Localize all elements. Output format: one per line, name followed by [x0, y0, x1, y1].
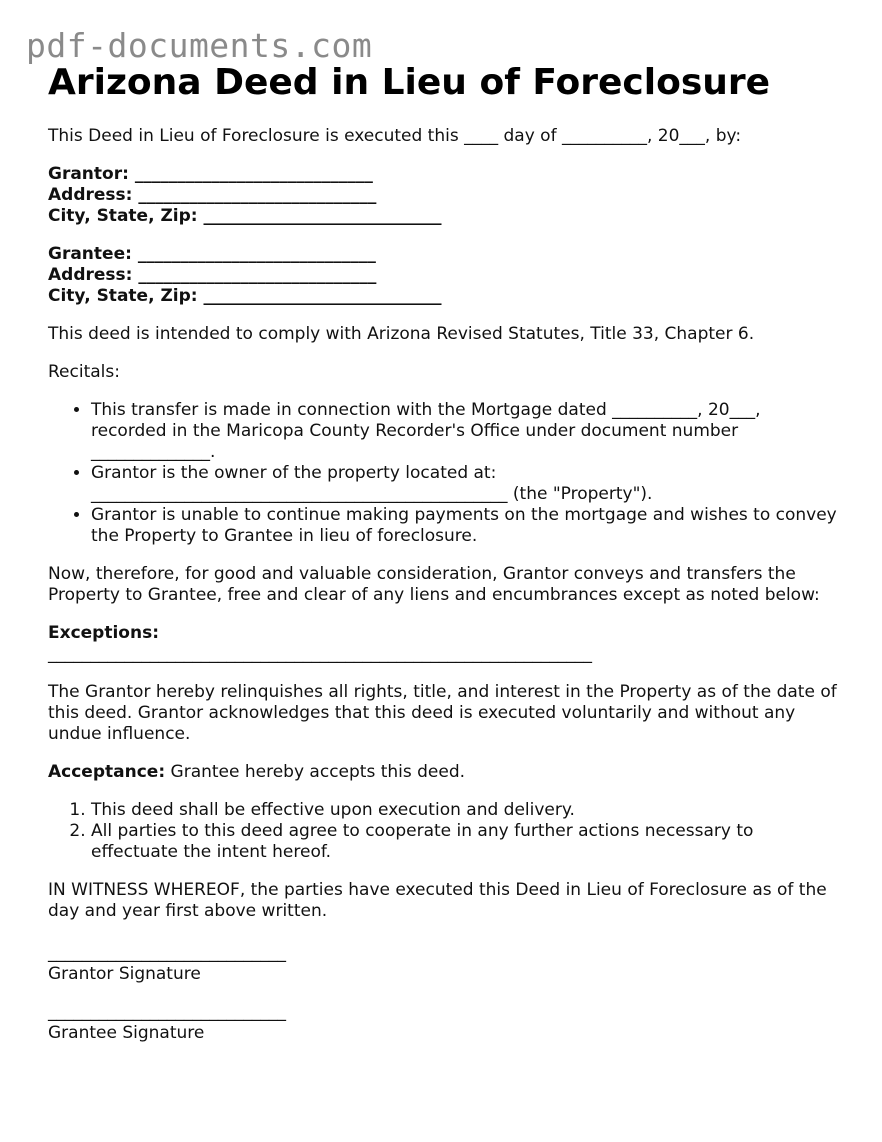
witness-paragraph: IN WITNESS WHEREOF, the parties have executed this Deed in Lieu of Foreclosure as of the day and year first above written.	[48, 880, 827, 921]
list-item: 1. This deed shall be effective upon execution and delivery.	[91, 800, 838, 821]
grantor-block	[48, 164, 838, 227]
watermark: pdf-documents.com	[26, 26, 373, 65]
grantee-name-field: Grantee: ____________________________	[48, 244, 376, 264]
list-item: • Grantor is unable to continue making payments on the mortgage and wishes to convey the Property to Grantee in lieu of foreclosure.	[91, 505, 838, 547]
grantor-signature-label: Grantor Signature	[48, 964, 201, 984]
list-item: • Grantor is the owner of the property located at: _________________________________________________ (the "Property").	[91, 463, 838, 505]
intro-paragraph: This Deed in Lieu of Foreclosure is executed this ____ day of __________, 20___, by:	[48, 126, 742, 146]
list-item: 2. All parties to this deed agree to cooperate in any further actions necessary to effectuate the intent hereof.	[91, 821, 838, 863]
grantee-signature-block	[48, 1002, 838, 1044]
document-title: Arizona Deed in Lieu of Foreclosure	[48, 62, 771, 103]
conveyance-paragraph: Now, therefore, for good and valuable consideration, Grantor conveys and transfers the Property to Grantee, free and clear of any liens and encumbrances except as noted below:	[48, 564, 820, 605]
grantee-address-field: Address: ____________________________	[48, 265, 377, 285]
exceptions-line: ________________________________________________________________	[48, 644, 592, 664]
exceptions-label: Exceptions:	[48, 623, 160, 643]
document-body	[48, 126, 838, 1044]
recitals-heading: Recitals:	[48, 362, 120, 382]
grantor-city-field: City, State, Zip: ____________________________	[48, 206, 442, 226]
grantor-signature-line: ____________________________	[48, 943, 286, 963]
grantee-signature-line: ____________________________	[48, 1002, 286, 1022]
relinquish-paragraph: The Grantor hereby relinquishes all rights, title, and interest in the Property as of the date of this deed. Grantor acknowledges that this deed is executed voluntarily and without any undue influence.	[48, 682, 837, 744]
grantor-name-field: Grantor: ____________________________	[48, 164, 373, 184]
acceptance-text: Grantee hereby accepts this deed.	[165, 762, 466, 782]
grantee-block	[48, 244, 838, 307]
compliance-paragraph: This deed is intended to comply with Arizona Revised Statutes, Title 33, Chapter 6.	[48, 324, 755, 344]
acceptance-paragraph	[48, 762, 838, 783]
exceptions-block	[48, 623, 838, 665]
grantee-signature-label: Grantee Signature	[48, 1023, 205, 1043]
terms-list	[48, 800, 838, 863]
grantee-city-field: City, State, Zip: ____________________________	[48, 286, 442, 306]
grantor-signature-block	[48, 943, 838, 985]
recitals-list	[48, 400, 838, 547]
list-item: • This transfer is made in connection with the Mortgage dated __________, 20___, recorded in the Maricopa County Recorder's Office under document number ______________.	[91, 400, 838, 463]
grantor-address-field: Address: ____________________________	[48, 185, 377, 205]
acceptance-label: Acceptance:	[48, 762, 166, 782]
